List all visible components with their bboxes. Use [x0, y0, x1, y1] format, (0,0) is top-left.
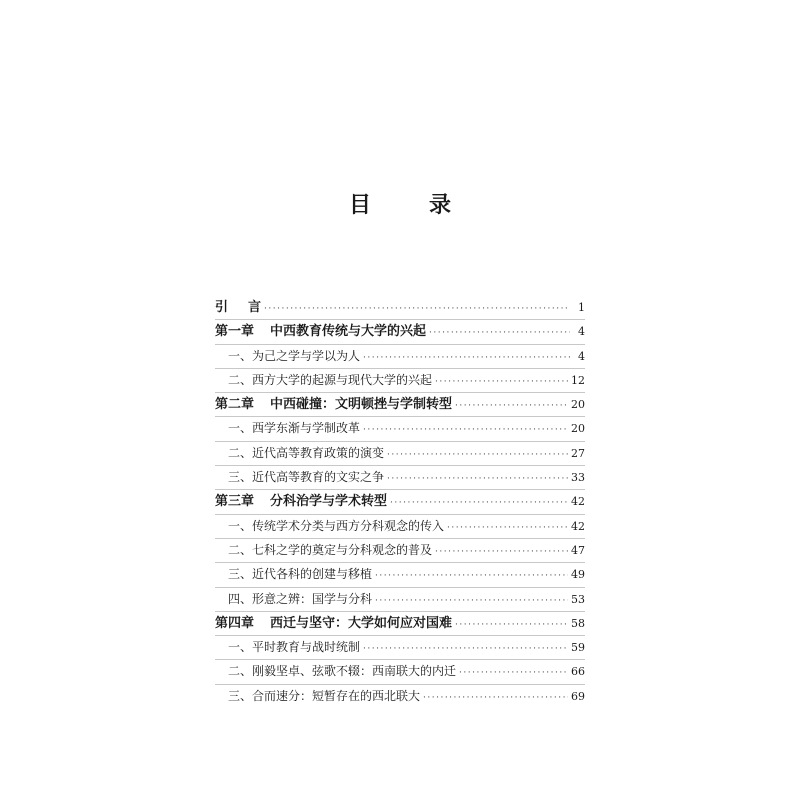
toc-section-label: 四、形意之辨：国学与分科: [228, 591, 373, 606]
toc-section[interactable]: [215, 442, 585, 465]
toc-page-number: 58: [571, 616, 585, 630]
toc-section[interactable]: [215, 515, 585, 538]
toc-page-number: 49: [571, 568, 585, 582]
dot-leader: [455, 614, 568, 637]
toc-section-label: 三、合而速分：短暂存在的西北联大: [228, 688, 421, 703]
toc-entry-label: 引 言: [215, 300, 262, 315]
dot-leader: [363, 347, 570, 370]
toc-section[interactable]: [215, 539, 585, 562]
dot-leader: [363, 419, 568, 442]
toc-page-number: 20: [571, 398, 585, 412]
toc-section-label: 三、近代高等教育的文实之争: [228, 470, 385, 485]
dot-leader: [459, 662, 568, 685]
toc-section[interactable]: [215, 345, 585, 368]
toc-page-number: 4: [578, 325, 585, 339]
toc-section-label: 二、近代高等教育政策的演变: [228, 445, 385, 460]
toc-section[interactable]: [215, 636, 585, 659]
dot-leader: [429, 322, 570, 345]
toc-section-label: 一、为己之学与学以为人: [228, 348, 361, 363]
toc-section[interactable]: [215, 417, 585, 440]
dot-leader: [375, 590, 568, 613]
toc-chapter-1[interactable]: [215, 320, 585, 343]
toc-entry-intro[interactable]: [215, 296, 585, 319]
toc-section[interactable]: [215, 369, 585, 392]
toc-page-number: 20: [571, 422, 585, 436]
dot-leader: [363, 638, 568, 661]
toc-page-number: 33: [571, 471, 585, 485]
dot-leader: [435, 541, 568, 564]
toc-page-number: 27: [571, 446, 585, 460]
toc-page-number: 42: [571, 519, 585, 533]
toc-chapter-2[interactable]: [215, 393, 585, 416]
toc-section[interactable]: [215, 588, 585, 611]
toc-page-number: 4: [578, 349, 585, 363]
toc-chapter-label: 第四章 西迁与坚守：大学如何应对国难: [215, 615, 453, 631]
toc-section-label: 一、平时教育与战时统制: [228, 640, 361, 655]
page-title: 目 录: [348, 193, 469, 218]
dot-leader: [423, 687, 568, 710]
toc-section[interactable]: [215, 563, 585, 586]
toc-chapter-4[interactable]: [215, 612, 585, 635]
toc-page-number: 42: [571, 495, 585, 509]
toc-page-number: 66: [571, 665, 585, 679]
toc-chapter-label: 第一章 中西教育传统与大学的兴起: [215, 324, 427, 340]
toc-section[interactable]: [215, 466, 585, 489]
toc-section-label: 三、近代各科的创建与移植: [228, 567, 373, 582]
dot-leader: [447, 517, 568, 540]
toc-page-number: 53: [571, 592, 585, 606]
dot-leader: [435, 371, 568, 394]
toc-chapter-label: 第二章 中西碰撞：文明顿挫与学制转型: [215, 397, 453, 413]
dot-leader: [455, 395, 568, 418]
dot-leader: [387, 444, 568, 467]
dot-leader: [264, 298, 570, 321]
toc-chapter-3[interactable]: [215, 490, 585, 513]
toc-page-number: 47: [571, 543, 585, 557]
dot-leader: [387, 468, 568, 491]
toc-section-label: 二、七科之学的奠定与分科观念的普及: [228, 542, 433, 557]
toc-section-label: 二、刚毅坚卓、弦歌不辍：西南联大的内迁: [228, 664, 457, 679]
toc-section[interactable]: [215, 685, 585, 708]
toc-section-label: 二、西方大学的起源与现代大学的兴起: [228, 372, 433, 387]
toc-page-number: 12: [571, 373, 585, 387]
dot-leader: [375, 565, 568, 588]
toc-page-number: 1: [578, 301, 585, 314]
toc-section[interactable]: [215, 660, 585, 683]
toc-page-number: 69: [571, 689, 585, 703]
toc-section-label: 一、西学东渐与学制改革: [228, 421, 361, 436]
toc-section-label: 一、传统学术分类与西方分科观念的传入: [228, 518, 445, 533]
toc-chapter-label: 第三章 分科治学与学术转型: [215, 494, 388, 510]
toc-page-number: 59: [571, 641, 585, 655]
table-of-contents: [215, 296, 585, 708]
dot-leader: [390, 492, 568, 515]
